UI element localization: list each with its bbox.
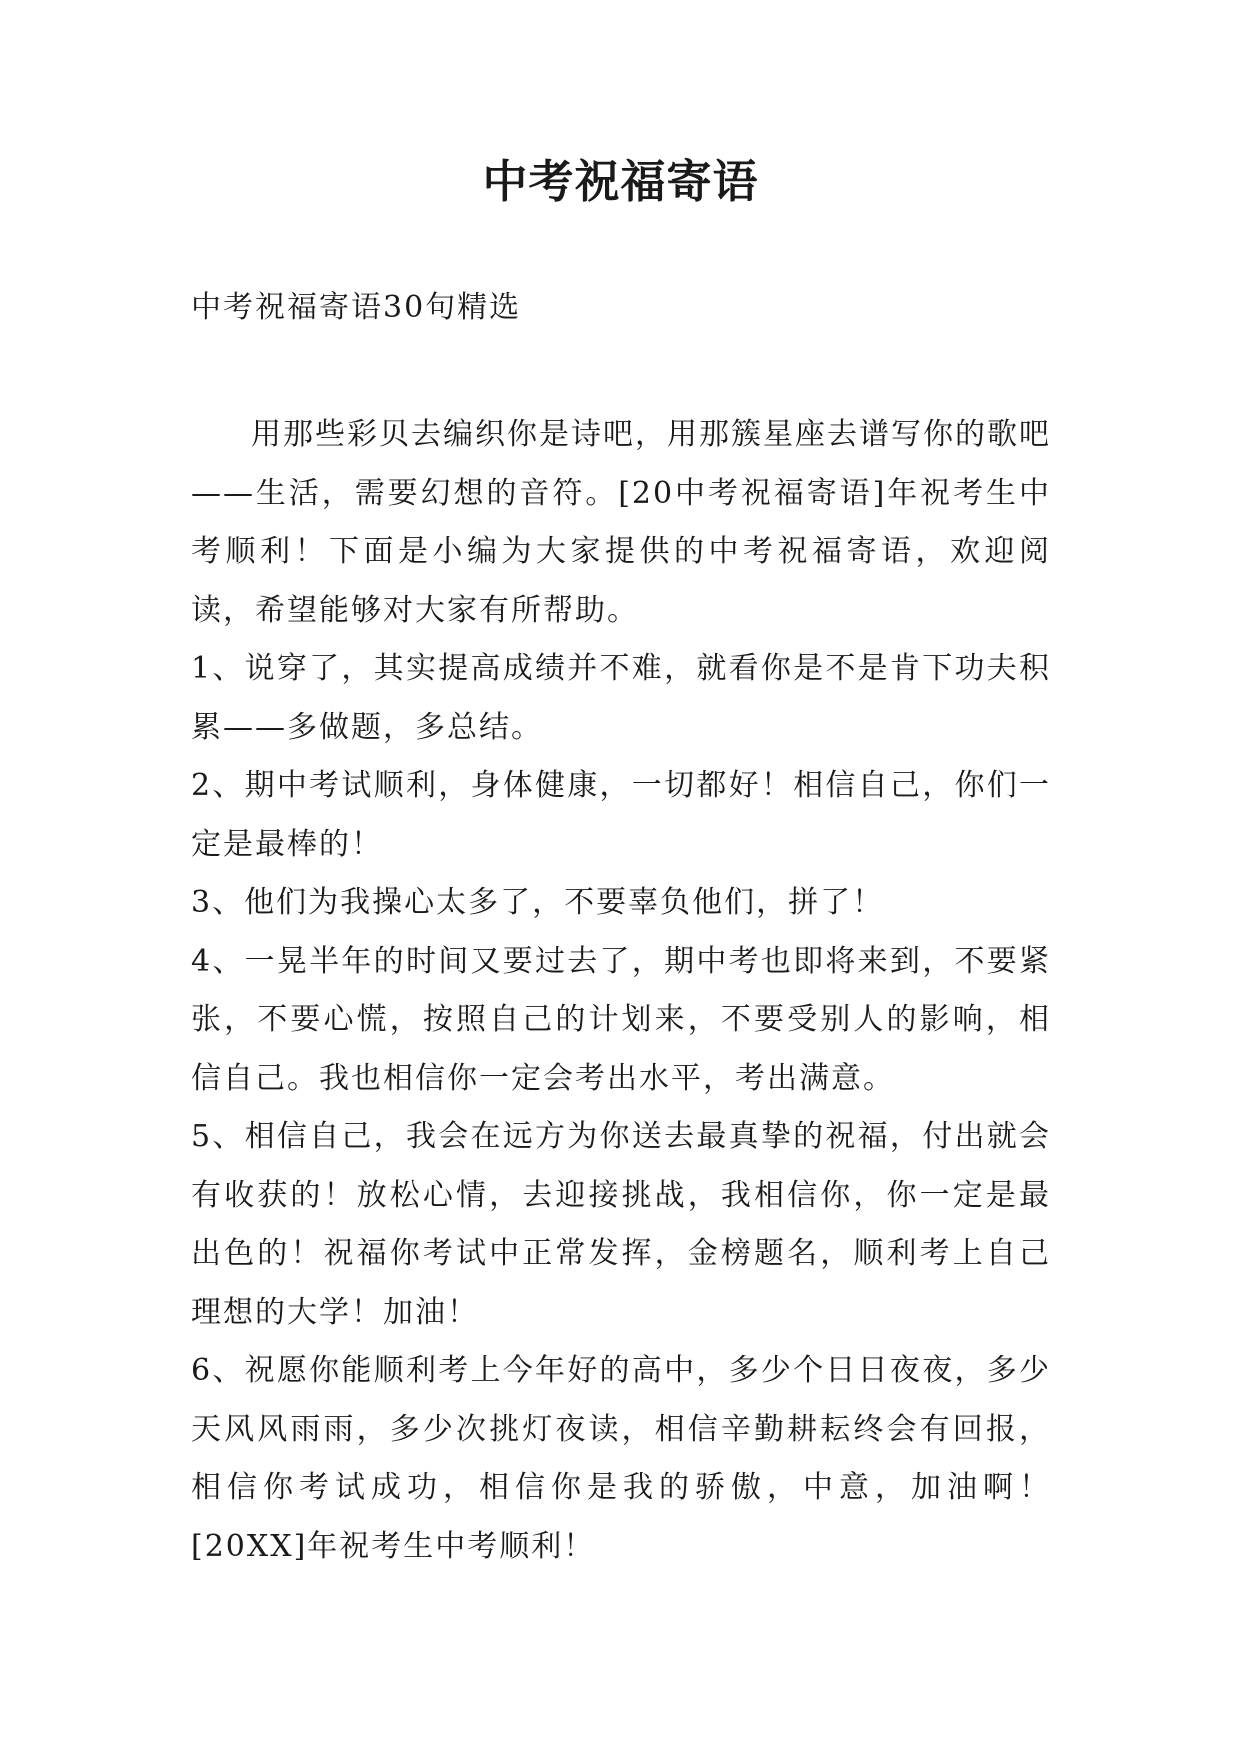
wish-item-5: 5、相信自己，我会在远方为你送去最真挚的祝福，付出就会有收获的！放松心情，去迎接挑战，我相信你，你一定是最出色的！祝福你考试中正常发挥，金榜题名，顺利考上自己理想的大学！加油！ <box>191 1119 1051 1330</box>
wish-item-6: 6、祝愿你能顺利考上今年好的高中，多少个日日夜夜，多少天风风雨雨，多少次挑灯夜读，相信辛勤耕耘终会有回报，相信你考试成功，相信你是我的骄傲，中意，加油啊！[20XX]年祝考生中考顺利！ <box>191 1353 1051 1564</box>
document-body <box>191 406 1051 1576</box>
wish-item-2: 2、期中考试顺利，身体健康，一切都好！相信自己，你们一定是最棒的！ <box>191 768 1051 862</box>
document-subtitle: 中考祝福寄语30句精选 <box>191 290 522 325</box>
document-title: 中考祝福寄语 <box>482 155 759 208</box>
wish-item-4: 4、一晃半年的时间又要过去了，期中考也即将来到，不要紧张，不要心慌，按照自己的计划来，不要受别人的影响，相信自己。我也相信你一定会考出水平，考出满意。 <box>191 943 1051 1096</box>
wish-item-1: 1、说穿了，其实提高成绩并不难，就看你是不是肯下功夫积累——多做题，多总结。 <box>191 651 1051 745</box>
wish-item-3: 3、他们为我操心太多了，不要辜负他们，拼了！ <box>191 885 885 920</box>
intro-paragraph: 用那些彩贝去编织你是诗吧，用那簇星座去谱写你的歌吧——生活，需要幻想的音符。[20中考祝福寄语]年祝考生中考顺利！下面是小编为大家提供的中考祝福寄语，欢迎阅读，希望能够对大家有所帮助。 <box>191 417 1051 628</box>
